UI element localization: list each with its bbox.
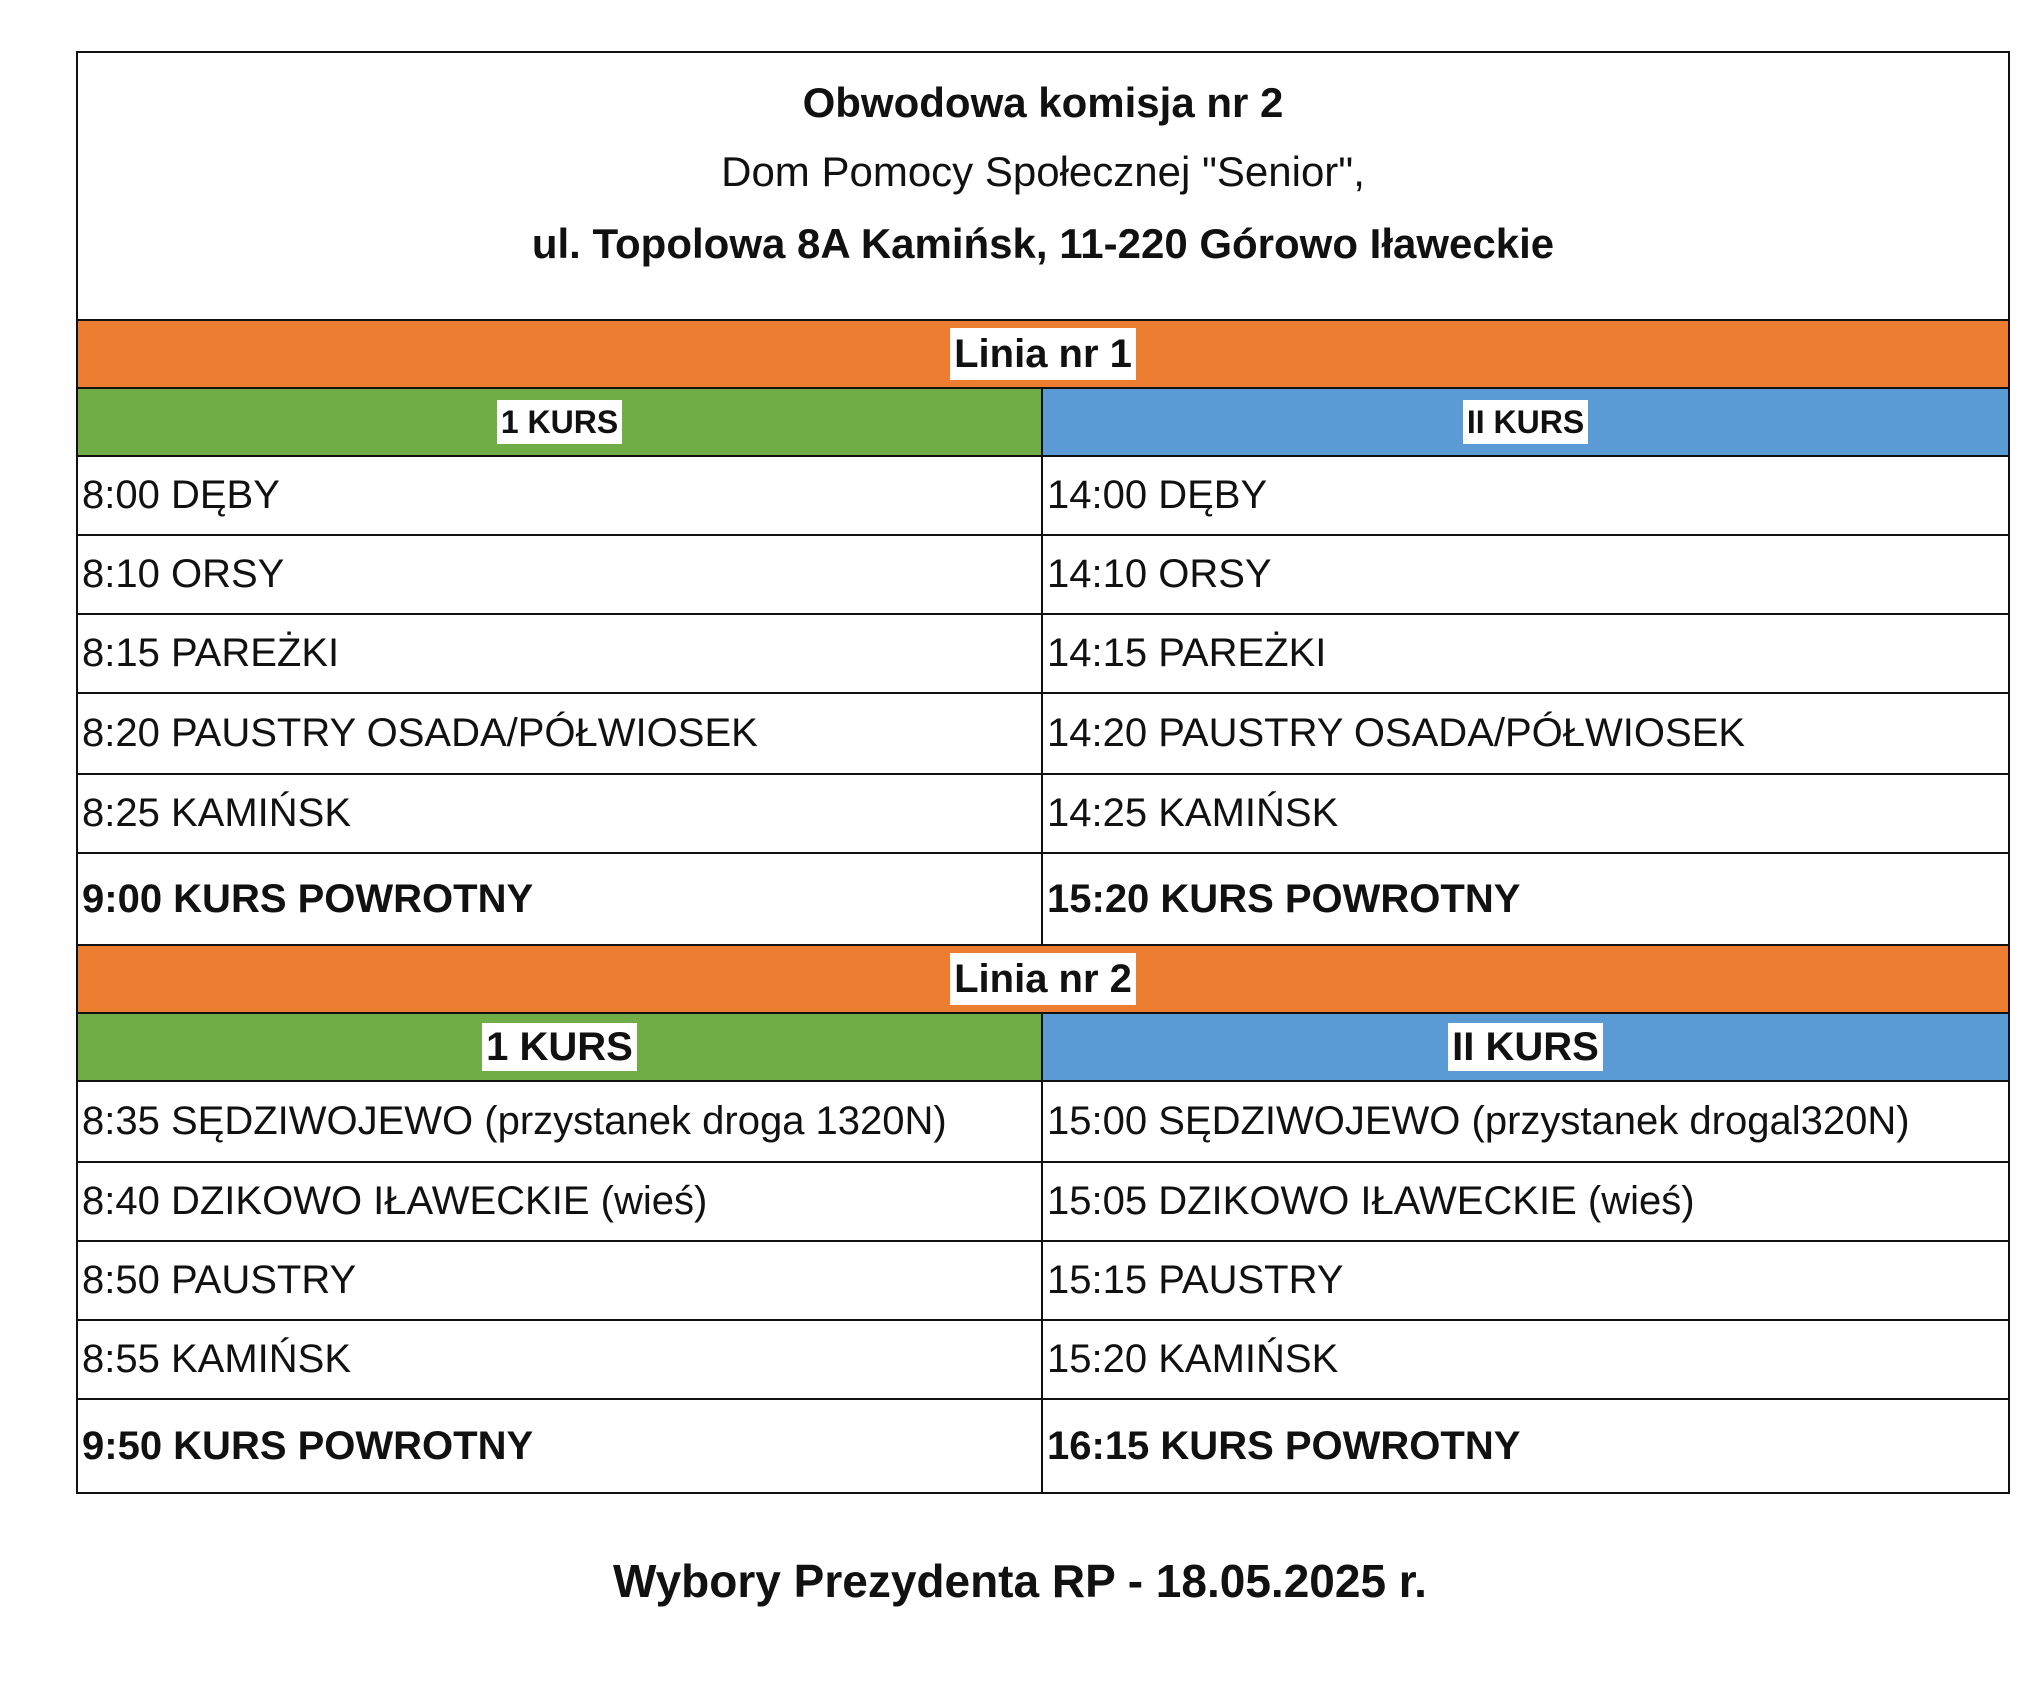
table-row bbox=[78, 775, 2008, 854]
stop-cell: 14:15 PAREŻKI bbox=[1047, 631, 1327, 675]
commission-title: Obwodowa komisja nr 2 bbox=[802, 79, 1284, 126]
return-cell: 9:00 KURS POWROTNY bbox=[78, 854, 1043, 944]
return-row bbox=[78, 1400, 2008, 1492]
stop-cell: 14:10 ORSY bbox=[1047, 552, 1272, 596]
return-cell: 16:15 KURS POWROTNY bbox=[1047, 1423, 1521, 1468]
stop-cell: 15:00 SĘDZIWOJEWO (przystanek drogal320N) bbox=[1047, 1099, 1910, 1143]
return-cell: 9:50 KURS POWROTNY bbox=[78, 1400, 1043, 1492]
line-1-kurs-header bbox=[78, 389, 2008, 457]
line-1-kurs-1-header bbox=[78, 389, 1043, 455]
line-2-kurs-2-header bbox=[1043, 1014, 2008, 1080]
stop-cell: 8:40 DZIKOWO IŁAWECKIE (wieś) bbox=[78, 1163, 1043, 1240]
stop-cell: 8:25 KAMIŃSK bbox=[78, 775, 1043, 852]
table-row bbox=[78, 1163, 2008, 1242]
kurs-label: II KURS bbox=[1463, 400, 1588, 444]
line-1-band bbox=[78, 321, 2008, 389]
table-row bbox=[78, 1082, 2008, 1163]
commission-subtitle: Dom Pomocy Społecznej "Senior", bbox=[721, 148, 1365, 195]
stop-cell: 14:20 PAUSTRY OSADA/PÓŁWIOSEK bbox=[1047, 711, 1746, 755]
stop-cell: 8:10 ORSY bbox=[78, 536, 1043, 613]
stop-cell: 15:15 PAUSTRY bbox=[1047, 1258, 1344, 1302]
line-1-label: Linia nr 1 bbox=[950, 328, 1136, 380]
table-row bbox=[78, 536, 2008, 615]
table-row bbox=[78, 457, 2008, 536]
stop-cell: 8:15 PAREŻKI bbox=[78, 615, 1043, 692]
stop-cell: 8:50 PAUSTRY bbox=[78, 1242, 1043, 1319]
stop-cell: 15:05 DZIKOWO IŁAWECKIE (wieś) bbox=[1047, 1179, 1695, 1223]
commission-header bbox=[78, 53, 2008, 321]
table-row bbox=[78, 694, 2008, 775]
line-2-label: Linia nr 2 bbox=[950, 953, 1136, 1005]
kurs-label: II KURS bbox=[1448, 1023, 1603, 1071]
return-row bbox=[78, 854, 2008, 946]
stop-cell: 8:35 SĘDZIWOJEWO (przystanek droga 1320N) bbox=[78, 1082, 1043, 1161]
stop-cell: 8:55 KAMIŃSK bbox=[78, 1321, 1043, 1398]
stop-cell: 14:00 DĘBY bbox=[1047, 473, 1268, 517]
table-row bbox=[78, 1321, 2008, 1400]
schedule-table bbox=[76, 51, 2010, 1494]
table-row bbox=[78, 615, 2008, 694]
line-1-kurs-2-header bbox=[1043, 389, 2008, 455]
line-2-kurs-1-header bbox=[78, 1014, 1043, 1080]
kurs-label: 1 KURS bbox=[497, 400, 622, 444]
stop-cell: 15:20 KAMIŃSK bbox=[1047, 1337, 1339, 1381]
stop-cell: 8:00 DĘBY bbox=[78, 457, 1043, 534]
stop-cell: 14:25 KAMIŃSK bbox=[1047, 791, 1339, 835]
commission-address: ul. Topolowa 8A Kamińsk, 11-220 Górowo Iławeckie bbox=[531, 220, 1555, 267]
line-2-band bbox=[78, 946, 2008, 1014]
return-cell: 15:20 KURS POWROTNY bbox=[1047, 876, 1521, 921]
line-2-kurs-header bbox=[78, 1014, 2008, 1082]
table-row bbox=[78, 1242, 2008, 1321]
kurs-label: 1 KURS bbox=[482, 1023, 637, 1071]
election-footer: Wybory Prezydenta RP - 18.05.2025 r. bbox=[613, 1555, 1427, 1607]
stop-cell: 8:20 PAUSTRY OSADA/PÓŁWIOSEK bbox=[78, 694, 1043, 773]
